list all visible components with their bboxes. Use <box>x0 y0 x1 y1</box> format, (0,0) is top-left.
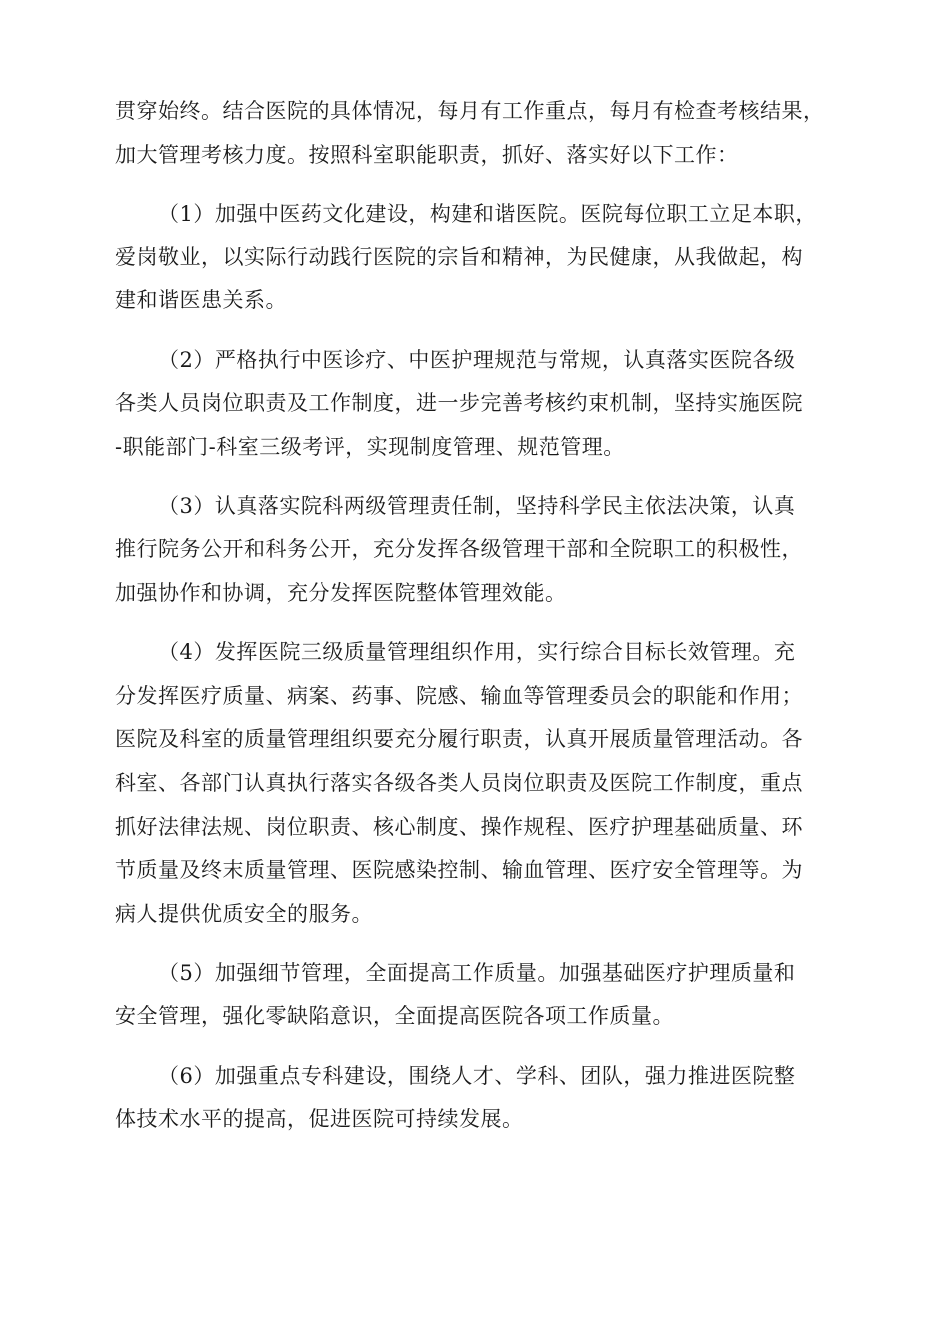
text-line: 节质量及终末质量管理、医院感染控制、输血管理、医疗安全管理等。为 <box>115 858 803 882</box>
text-line: 各类人员岗位职责及工作制度，进一步完善考核约束机制，坚持实施医院 <box>115 391 803 415</box>
paragraph-4-line: （4）发挥医院三级质量管理组织作用，实行综合目标长效管理。充 <box>158 640 796 664</box>
text-line: 分发挥医疗质量、病案、药事、院感、输血等管理委员会的职能和作用； <box>115 684 803 708</box>
text-line: 贯穿始终。结合医院的具体情况，每月有工作重点，每月有检查考核结果， <box>115 99 825 123</box>
paragraph-1-line: （1）加强中医药文化建设，构建和谐医院。医院每位职工立足本职， <box>158 202 817 226</box>
text-line: 医院及科室的质量管理组织要充分履行职责，认真开展质量管理活动。各 <box>115 727 803 751</box>
paragraph-6-line: （6）加强重点专科建设，围绕人才、学科、团队，强力推进医院整 <box>158 1064 796 1088</box>
text-line: 安全管理，强化零缺陷意识，全面提高医院各项工作质量。 <box>115 1004 674 1028</box>
paragraph-5-line: （5）加强细节管理，全面提高工作质量。加强基础医疗护理质量和 <box>158 961 796 985</box>
paragraph-3-line: （3）认真落实院科两级管理责任制，坚持科学民主依法决策，认真 <box>158 494 796 518</box>
text-line: 抓好法律法规、岗位职责、核心制度、操作规程、医疗护理基础质量、环 <box>115 815 803 839</box>
text-line: 体技术水平的提高，促进医院可持续发展。 <box>115 1107 524 1131</box>
text-line: -职能部门-科室三级考评，实现制度管理、规范管理。 <box>115 435 625 459</box>
paragraph-2-line: （2）严格执行中医诊疗、中医护理规范与常规，认真落实医院各级 <box>158 348 796 372</box>
text-line: 病人提供优质安全的服务。 <box>115 902 373 926</box>
text-line: 科室、各部门认真执行落实各级各类人员岗位职责及医院工作制度，重点 <box>115 771 803 795</box>
text-line: 推行院务公开和科务公开，充分发挥各级管理干部和全院职工的积极性， <box>115 537 803 561</box>
text-line: 建和谐医患关系。 <box>115 288 287 312</box>
text-line: 爱岗敬业，以实际行动践行医院的宗旨和精神，为民健康，从我做起，构 <box>115 245 803 269</box>
text-line: 加大管理考核力度。按照科室职能职责，抓好、落实好以下工作： <box>115 143 739 167</box>
text-line: 加强协作和协调，充分发挥医院整体管理效能。 <box>115 581 567 605</box>
